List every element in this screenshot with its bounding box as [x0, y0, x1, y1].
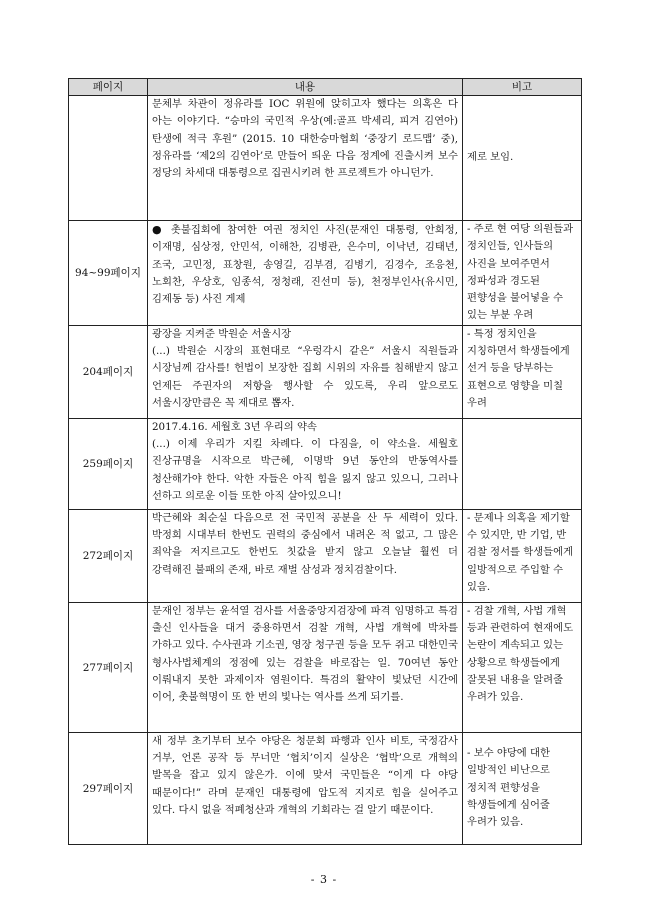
row-content: 문체부 차관이 정유라를 IOC 위원에 앉히고자 했다는 의혹은 다 아는 이야기다. “승마의 국민적 우상(예:골프 박세리, 피겨 김연아) 탄생에 적극 후원” (2015. 10 대한승마협회 ‘중장기 로드맵’ 중), 정유라를 ‘제2의 김연아’로 만들어 띄운 다음 정계에 진출시켜 보수 정당의 차세대 대통령으로 집권시키려 한 프로젝트가 아니던가. — [148, 96, 463, 221]
table-row — [69, 325, 582, 418]
table-row — [69, 418, 582, 509]
table-row — [69, 732, 582, 844]
row-page: 259페이지 — [69, 418, 148, 509]
row-note — [463, 418, 582, 509]
review-table — [68, 78, 582, 845]
row-content-text: 촛불집회에 참여한 여권 정치인 사진(문재인 대통령, 안희정, 이재명, 심상정, 안민석, 이해찬, 김병관, 은수미, 이낙년, 김태년, 조국, 고민정, 표창원, 송영길, 김부겸, 김병기, 김경수, 조응천, 노회찬, 우상호, 임종석, 정청래, 진선미 등), 천정부인사(유시민, 김제동 등) 사진 게제 — [152, 224, 458, 306]
row-page — [69, 96, 148, 221]
row-content: 박근혜와 최순실 다음으로 전 국민적 공분을 산 두 세력이 있다. 박정희 시대부터 한번도 권력의 중심에서 내려온 적 없고, 그 많은 죄악을 저지르고도 한번도 칫값을 받지 않고 오늘날 훨씬 더 강력해진 불패의 존재, 바로 재벌 삼성과 정치검찰이다. — [148, 509, 463, 602]
header-note: 비고 — [463, 79, 582, 96]
row-note: - 특정 정치인을 지칭하면서 학생들에게 선거 등을 당부하는 표현으로 영향을 미칠 우려 — [463, 325, 582, 418]
table-header-row — [69, 79, 582, 96]
row-note: - 검찰 개혁, 사법 개혁 등과 관련하여 현재에도 논란이 계속되고 있는 상황으로 학생들에게 잘못된 내용을 알려줄 우려가 있음. — [463, 602, 582, 732]
row-page: 204페이지 — [69, 325, 148, 418]
table-row — [69, 221, 582, 326]
row-content: 새 정부 초기부터 보수 야당은 청문회 파행과 인사 비토, 국정감사 거부, 언론 공작 등 무너만 ‘협치’이지 실상은 ‘협박’으로 개혁의 발목을 잡고 있지 않은가. 이에 맞서 국민들은 “이게 다 야당 때문이다!” 라며 문재인 대통령에 압도적 지지로 힘을 실어주고 있다. 다시 없을 적폐청산과 개혁의 기회라는 걸 알기 때문이다. — [148, 732, 463, 844]
row-page: 94~99페이지 — [69, 221, 148, 326]
row-note: 제로 보임. — [463, 96, 582, 221]
row-page: 277페이지 — [69, 602, 148, 732]
row-content: 광장을 지켜준 박원순 서울시장 (...) 박원순 시장의 표현대로 “우렁각시 같은” 서울시 직원들과 시장님께 감사를! 헌법이 보장한 집회 시위의 자유를 침해받지 않고 언제든 주권자의 저항을 행사할 수 있도록, 우리 앞으로도 서울시장만큼은 꼭 제대로 뽑자. — [148, 325, 463, 418]
row-content — [148, 221, 463, 326]
row-note: - 보수 야당에 대한 일방적인 비난으로 정치적 편향성을 학생들에게 심어줄 우려가 있음. — [463, 732, 582, 844]
header-content: 내용 — [148, 79, 463, 96]
row-page: 272페이지 — [69, 509, 148, 602]
bullet-icon: ● — [152, 223, 165, 236]
row-page: 297페이지 — [69, 732, 148, 844]
table-row — [69, 602, 582, 732]
header-page: 페이지 — [69, 79, 148, 96]
row-note: - 문제나 의혹을 제기할 수 있지만, 반 기업, 반 검찰 정서를 학생들에게 일방적으로 주입할 수 있음. — [463, 509, 582, 602]
row-note: - 주로 현 여당 의원들과 정치인들, 인사들의 사진을 보여주면서 정파성과 경도된 편향성을 불어넣을 수 있는 부분 우려 — [463, 221, 582, 326]
table-row — [69, 509, 582, 602]
row-content: 2017.4.16. 세월호 3년 우리의 약속 (...) 이제 우리가 지킬 차례다. 이 다짐을, 이 약소을. 세월호 진상규명을 시작으로 박근혜, 이명박 9년 동안의 반동역사를 청산해가야 한다. 악한 자들은 아직 힘을 잃지 않고 있으니, 그러나 선하고 의로운 이들 또한 아직 살아있으니! — [148, 418, 463, 509]
table-row — [69, 96, 582, 221]
row-content: 문재인 정부는 윤석열 검사를 서울중앙지검장에 파격 임명하고 특검 출신 인사들을 대거 중용하면서 검찰 개혁, 사법 개혁에 박차를 가하고 있다. 수사권과 기소권, 영장 청구권 등을 모두 쥐고 대한민국 형사사법체계의 정점에 있는 검찰을 바로잡는 일. 70여년 동안 이뤄내지 못한 과제이자 염원이다. 특검의 활약이 빛났던 시간에 이어, 촛불혁명이 또 한 번의 빛나는 역사를 쓰게 되기를. — [148, 602, 463, 732]
page-number: - 3 - — [310, 873, 338, 886]
